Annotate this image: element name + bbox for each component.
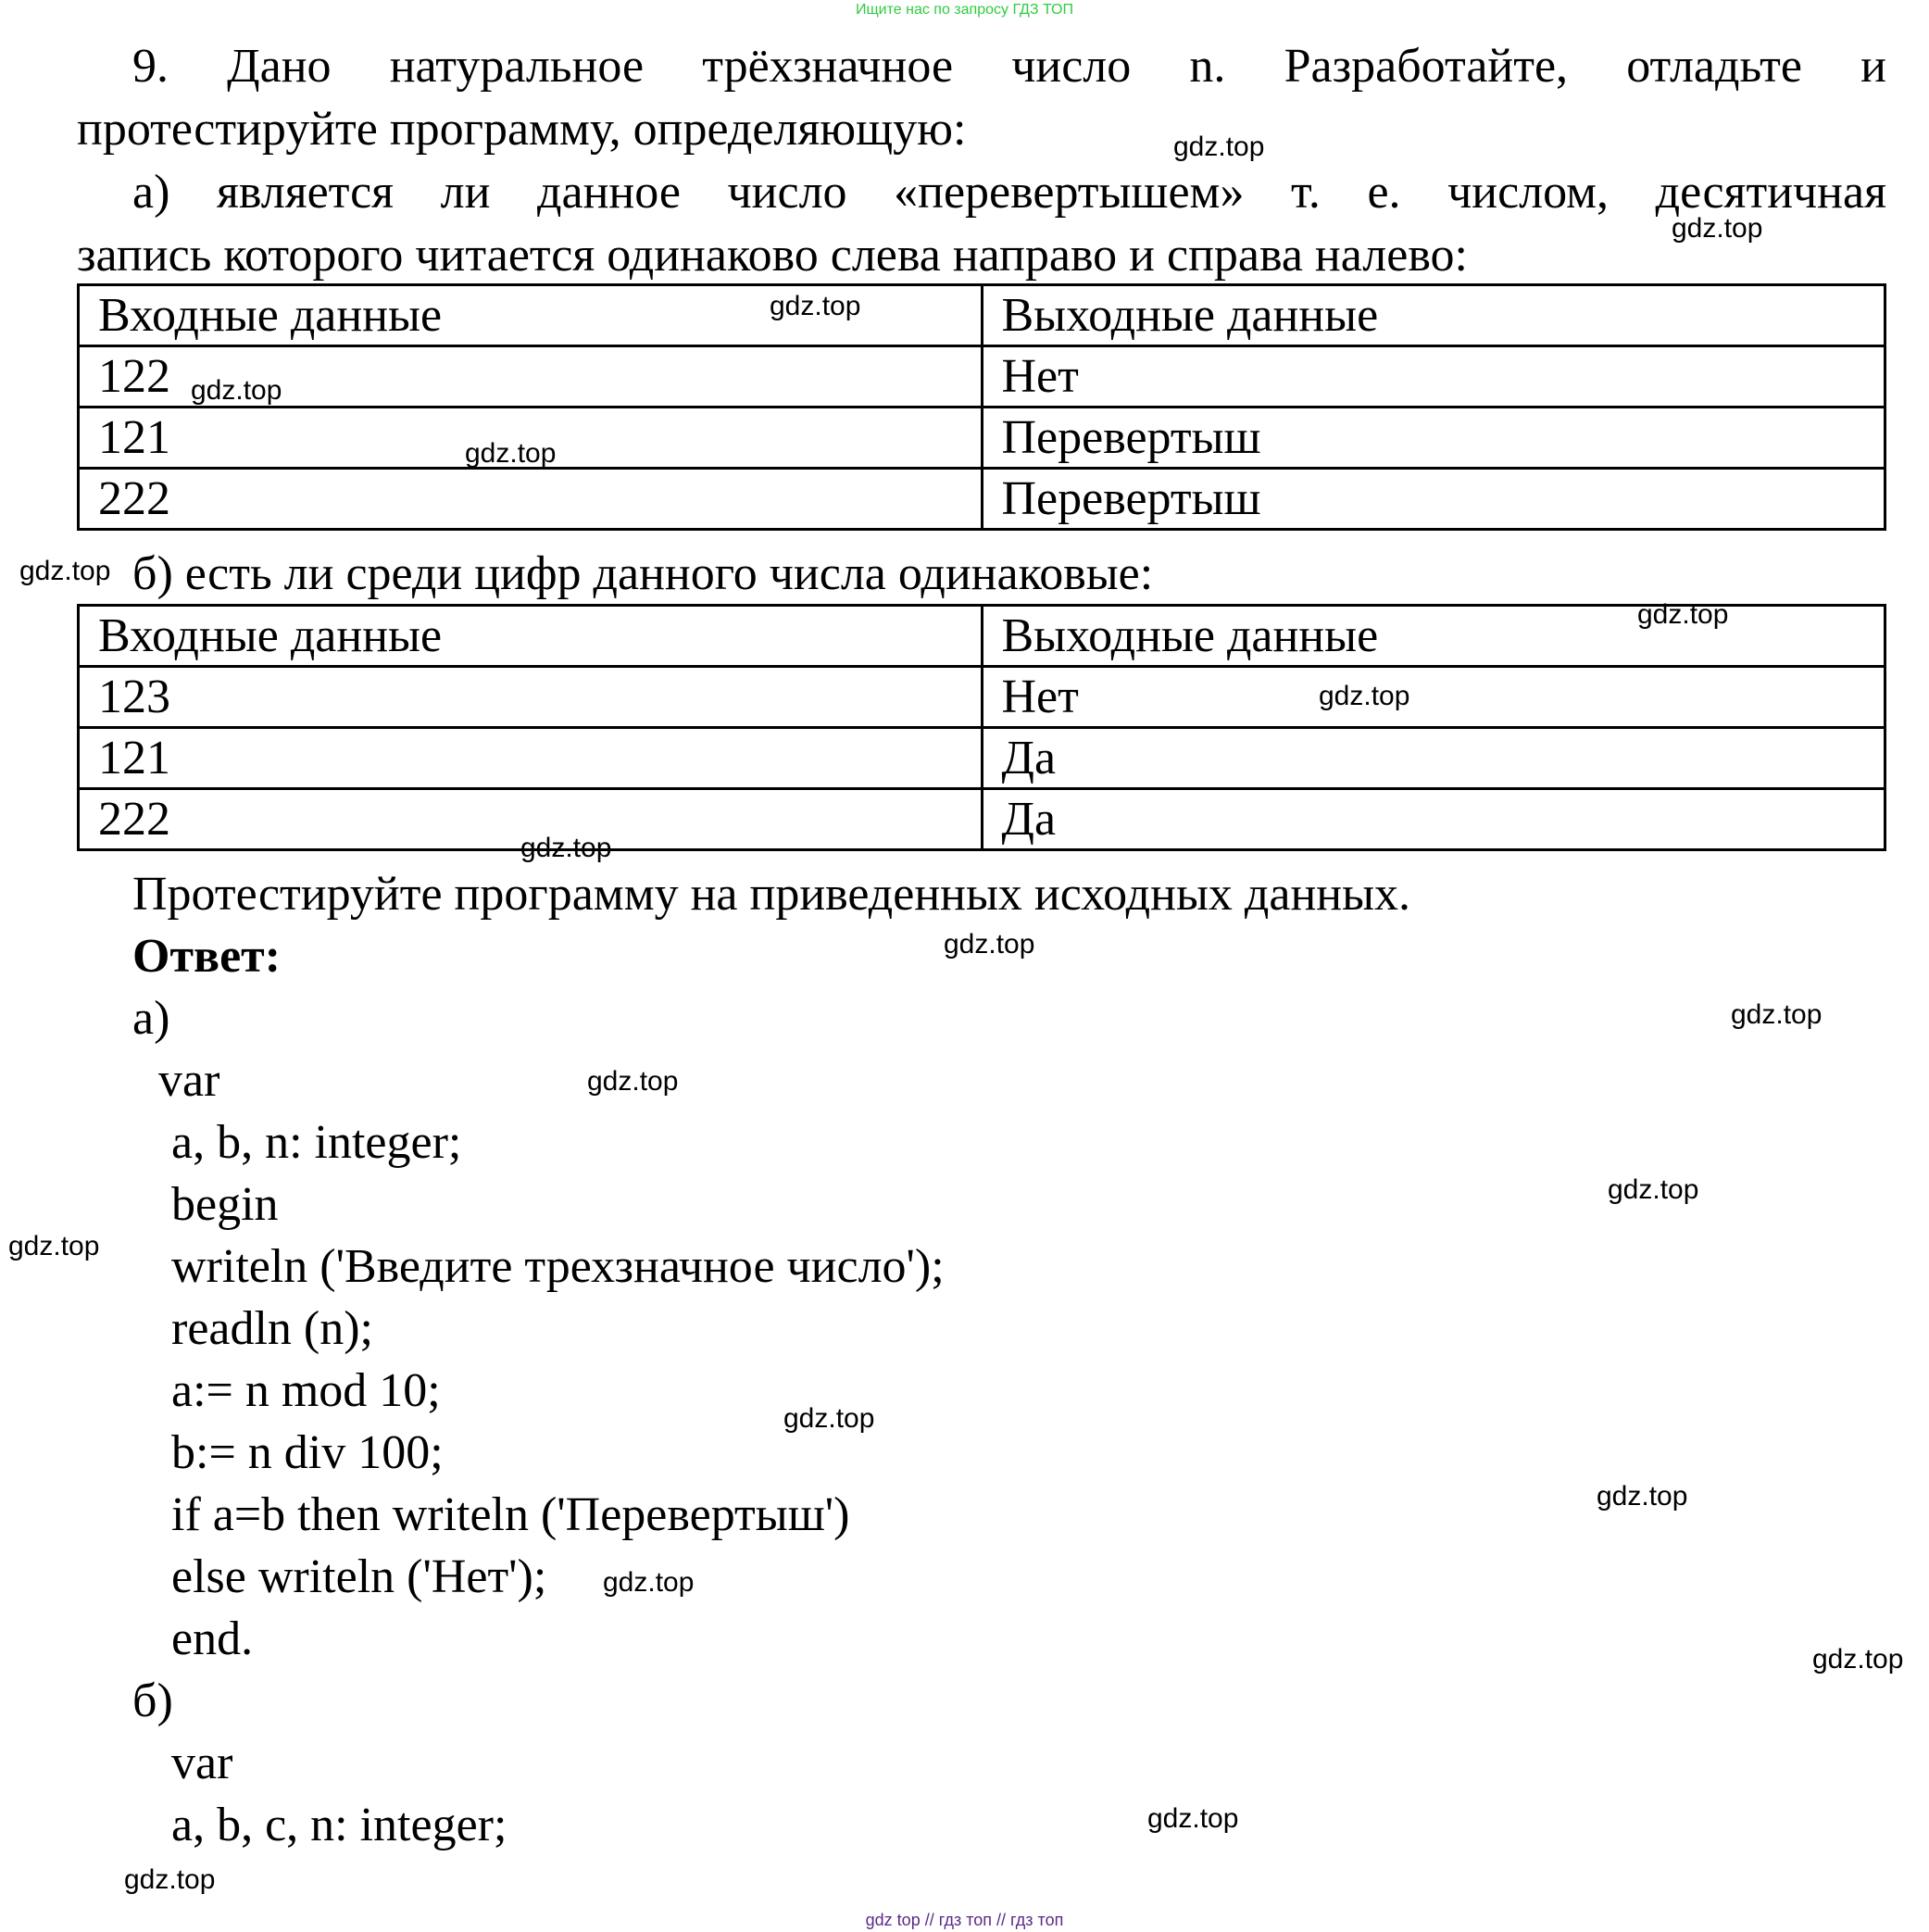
code-line: a, b, n: integer; (171, 1116, 462, 1169)
watermark: gdz.top (8, 1231, 100, 1261)
table-b-header-output: Выходные данные (982, 606, 1885, 667)
code-line: begin (171, 1178, 279, 1231)
code-line: writeln ('Введите трехзначное число'); (171, 1240, 945, 1293)
watermark: gdz.top (1147, 1803, 1239, 1834)
watermark: gdz.top (1608, 1174, 1699, 1205)
code-line: a, b, c, n: integer; (171, 1799, 507, 1851)
code-line: readln (n); (171, 1302, 374, 1355)
table-a-cell: Перевертыш (982, 469, 1885, 530)
answer-title: Ответ: (132, 930, 282, 983)
watermark: gdz.top (1672, 213, 1763, 244)
table-a-cell: 222 (79, 469, 983, 530)
task-line-1: 9. Дано натуральное трёхзначное число n. Разработайте, отладьте и (132, 40, 1886, 93)
test-instruction: Протестируйте программу на приведенных исходных данных. (132, 868, 1411, 921)
table-row (79, 285, 1885, 346)
code-line: a:= n mod 10; (171, 1364, 441, 1417)
code-line: end. (171, 1612, 254, 1665)
code-line: b:= n div 100; (171, 1426, 444, 1479)
watermark: gdz.top (1597, 1481, 1688, 1512)
table-b-cell: Да (982, 728, 1885, 789)
table-b-cell: 121 (79, 728, 983, 789)
code-line: var (158, 1054, 220, 1107)
table-row (79, 346, 1885, 408)
table-a-header-input: Входные данные (79, 285, 983, 346)
watermark: gdz.top (465, 438, 557, 469)
watermark: gdz.top (520, 833, 612, 863)
code-line: var (171, 1737, 233, 1789)
table-b-header-input: Входные данные (79, 606, 983, 667)
table-a-cell: 122 (79, 346, 983, 408)
watermark: gdz.top (587, 1066, 679, 1097)
table-a-cell: Нет (982, 346, 1885, 408)
watermark: gdz.top (1319, 681, 1410, 711)
table-a-header-output: Выходные данные (982, 285, 1885, 346)
watermark: gdz.top (1637, 599, 1729, 630)
task-a-line-2: запись которого читается одинаково слева направо и справа налево: (77, 229, 1468, 282)
table-row (79, 606, 1885, 667)
table-row (79, 408, 1885, 469)
table-row (79, 728, 1885, 789)
code-line: else writeln ('Нет'); (171, 1550, 547, 1603)
task-line-2: протестируйте программу, определяющую: (77, 103, 967, 156)
table-b-cell: 222 (79, 789, 983, 850)
answer-part-b-label: б) (132, 1675, 173, 1727)
table-b-cell: Да (982, 789, 1885, 850)
watermark: gdz.top (603, 1567, 695, 1598)
table-row (79, 667, 1885, 728)
watermark: gdz.top (944, 929, 1035, 960)
table-a-cell: Перевертыш (982, 408, 1885, 469)
task-a-line-1: а) является ли данное число «перевертышем» т. е. числом, десятичная (132, 166, 1886, 219)
answer-part-a-label: а) (132, 992, 170, 1045)
table-a-cell: 121 (79, 408, 983, 469)
watermark: gdz.top (191, 375, 282, 406)
table-row (79, 469, 1885, 530)
watermark: gdz.top (1812, 1644, 1904, 1675)
top-banner[interactable]: Ищите нас по запросу ГДЗ ТОП (856, 2, 1073, 18)
table-b-cell: Нет (982, 667, 1885, 728)
watermark: gdz.top (770, 291, 861, 321)
table-a (77, 283, 1886, 531)
table-b-cell: 123 (79, 667, 983, 728)
watermark: gdz.top (783, 1403, 875, 1434)
watermark: gdz.top (1731, 999, 1823, 1030)
table-b (77, 604, 1886, 851)
code-line: if a=b then writeln ('Перевертыш') (171, 1488, 850, 1541)
footer-links[interactable]: gdz top // гдз топ // гдз топ (865, 1911, 1064, 1929)
watermark: gdz.top (19, 556, 111, 586)
watermark: gdz.top (1173, 132, 1265, 162)
table-row (79, 789, 1885, 850)
watermark: gdz.top (124, 1864, 216, 1895)
task-b-line: б) есть ли среди цифр данного числа одинаковые: (132, 547, 1154, 600)
